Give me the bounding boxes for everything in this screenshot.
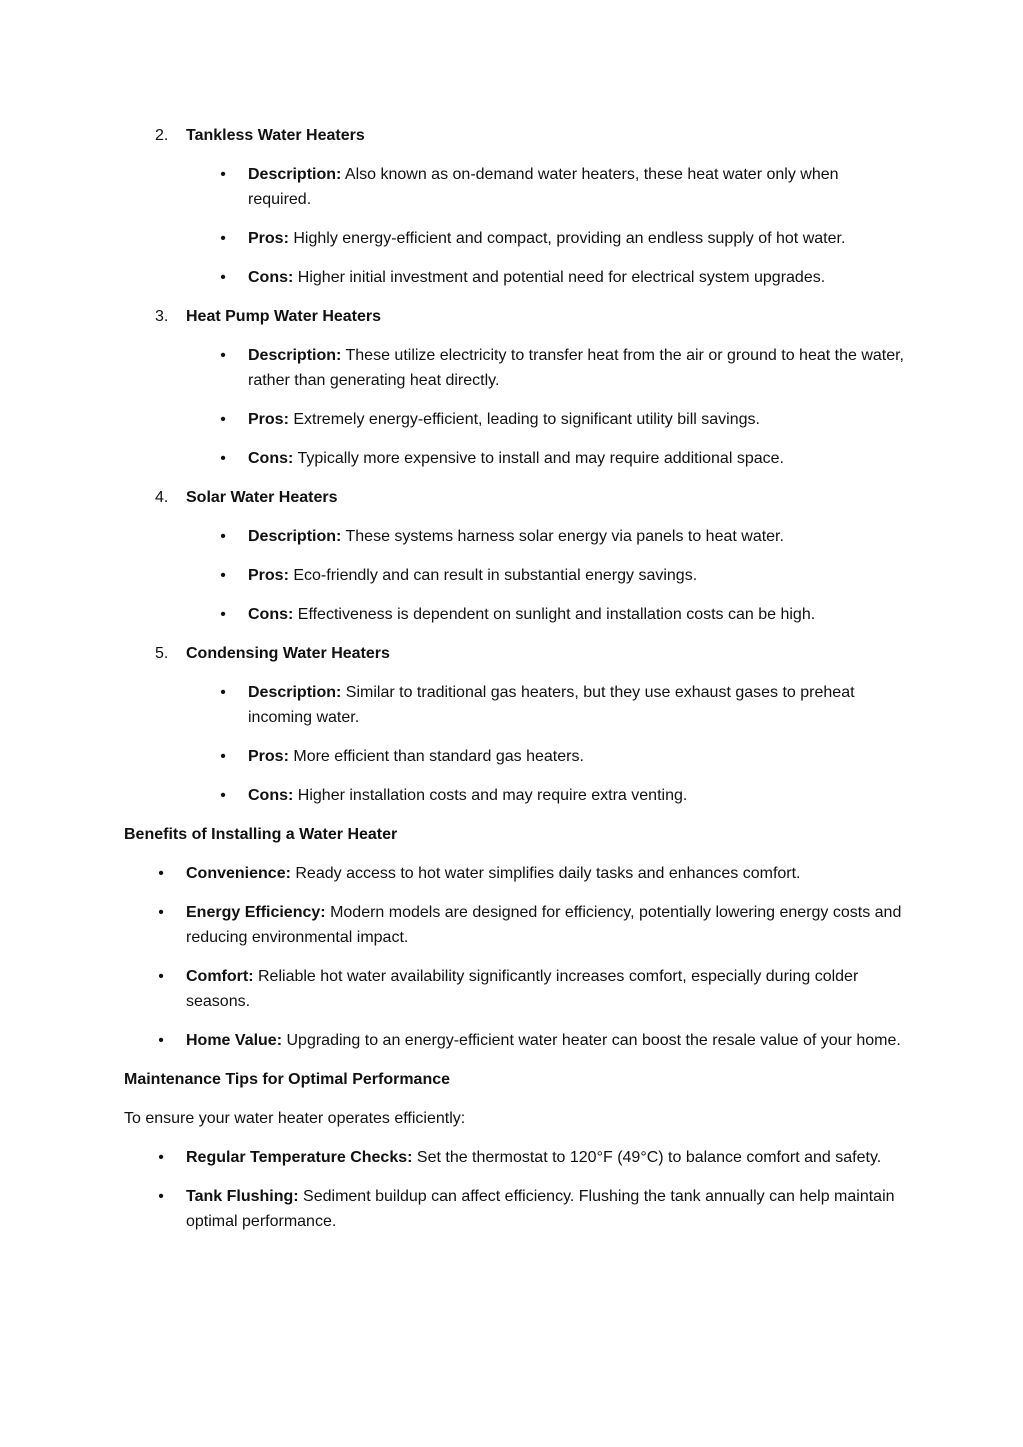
detail-label: Description: — [248, 684, 342, 701]
detail-text: Eco-friendly and can result in substantial energy savings. — [293, 567, 698, 584]
detail-text: Typically more expensive to install and may require additional space. — [297, 450, 784, 467]
bullet-icon: • — [158, 1188, 164, 1205]
heater-type-item — [124, 485, 904, 627]
bullet-icon: • — [158, 904, 164, 921]
heater-type-details — [186, 162, 904, 290]
detail-text: Also known as on-demand water heaters, these heat water only when required. — [248, 166, 839, 208]
bullet-icon: • — [158, 865, 164, 882]
detail-text: Higher installation costs and may require extra venting. — [297, 787, 688, 804]
bullet-icon: • — [220, 684, 226, 701]
detail-item — [186, 563, 904, 588]
heater-type-details — [186, 343, 904, 471]
detail-item — [186, 524, 904, 549]
maintenance-item — [124, 1184, 904, 1234]
detail-text: More efficient than standard gas heaters. — [293, 748, 584, 765]
benefit-text: Upgrading to an energy-efficient water heater can boost the resale value of your home. — [286, 1032, 901, 1049]
heater-type-details — [186, 680, 904, 808]
benefit-label: Convenience: — [186, 865, 291, 882]
heater-type-title: Tankless Water Heaters — [186, 127, 365, 144]
bullet-icon: • — [220, 528, 226, 545]
detail-label: Description: — [248, 166, 342, 183]
bullet-icon: • — [158, 968, 164, 985]
bullet-icon: • — [220, 787, 226, 804]
detail-item — [186, 162, 904, 212]
detail-item — [186, 407, 904, 432]
detail-label: Pros: — [248, 567, 289, 584]
detail-item — [186, 783, 904, 808]
bullet-icon: • — [158, 1032, 164, 1049]
benefit-item — [124, 900, 904, 950]
maintenance-text: Sediment buildup can affect efficiency. Flushing the tank annually can help maintain optimal performance. — [186, 1188, 895, 1230]
detail-text: Effectiveness is dependent on sunlight and installation costs can be high. — [297, 606, 816, 623]
heater-type-title: Condensing Water Heaters — [186, 645, 390, 662]
benefit-item — [124, 861, 904, 886]
detail-item — [186, 265, 904, 290]
heater-type-item — [124, 304, 904, 471]
detail-label: Description: — [248, 528, 342, 545]
detail-item — [186, 602, 904, 627]
bullet-icon: • — [220, 230, 226, 247]
maintenance-label: Tank Flushing: — [186, 1188, 299, 1205]
document-body — [124, 123, 904, 1248]
detail-item — [186, 343, 904, 393]
heater-type-item — [124, 641, 904, 808]
detail-label: Pros: — [248, 748, 289, 765]
benefit-item — [124, 1028, 904, 1053]
detail-label: Cons: — [248, 787, 294, 804]
list-number: 5. — [155, 645, 169, 662]
detail-text: These utilize electricity to transfer heat from the air or ground to heat the water, rather than generating heat directly. — [248, 347, 904, 389]
bullet-icon: • — [220, 567, 226, 584]
maintenance-text: Set the thermostat to 120°F (49°C) to balance comfort and safety. — [416, 1149, 882, 1166]
detail-item — [186, 226, 904, 251]
bullet-icon: • — [158, 1149, 164, 1166]
maintenance-heading: Maintenance Tips for Optimal Performance — [124, 1071, 451, 1088]
bullet-icon: • — [220, 606, 226, 623]
benefit-text: Modern models are designed for efficiency, potentially lowering energy costs and reducing environmental impact. — [186, 904, 902, 946]
detail-label: Cons: — [248, 450, 294, 467]
benefit-label: Energy Efficiency: — [186, 904, 326, 921]
bullet-icon: • — [220, 166, 226, 183]
bullet-icon: • — [220, 748, 226, 765]
detail-text: These systems harness solar energy via panels to heat water. — [345, 528, 784, 545]
detail-item — [186, 680, 904, 730]
detail-label: Pros: — [248, 230, 289, 247]
bullet-icon: • — [220, 450, 226, 467]
benefit-text: Reliable hot water availability significantly increases comfort, especially during colder seasons. — [186, 968, 859, 1010]
list-number: 3. — [155, 308, 169, 325]
detail-text: Similar to traditional gas heaters, but they use exhaust gases to preheat incoming water. — [248, 684, 855, 726]
maintenance-item — [124, 1145, 904, 1170]
benefits-heading: Benefits of Installing a Water Heater — [124, 826, 398, 843]
detail-text: Highly energy-efficient and compact, providing an endless supply of hot water. — [293, 230, 846, 247]
detail-label: Pros: — [248, 411, 289, 428]
detail-label: Cons: — [248, 269, 294, 286]
detail-label: Cons: — [248, 606, 294, 623]
bullet-icon: • — [220, 411, 226, 428]
maintenance-label: Regular Temperature Checks: — [186, 1149, 413, 1166]
detail-text: Extremely energy-efficient, leading to significant utility bill savings. — [293, 411, 760, 428]
heater-type-details — [186, 524, 904, 627]
maintenance-list — [124, 1145, 904, 1234]
detail-label: Description: — [248, 347, 342, 364]
heater-type-title: Solar Water Heaters — [186, 489, 338, 506]
benefit-item — [124, 964, 904, 1014]
heater-type-item — [124, 123, 904, 290]
detail-item — [186, 446, 904, 471]
detail-item — [186, 744, 904, 769]
bullet-icon: • — [220, 269, 226, 286]
bullet-icon: • — [220, 347, 226, 364]
benefit-label: Home Value: — [186, 1032, 283, 1049]
list-number: 2. — [155, 127, 169, 144]
maintenance-intro: To ensure your water heater operates efficiently: — [124, 1110, 466, 1127]
heater-type-title: Heat Pump Water Heaters — [186, 308, 382, 325]
benefit-label: Comfort: — [186, 968, 254, 985]
list-number: 4. — [155, 489, 169, 506]
benefit-text: Ready access to hot water simplifies daily tasks and enhances comfort. — [295, 865, 801, 882]
benefits-list — [124, 861, 904, 1053]
detail-text: Higher initial investment and potential need for electrical system upgrades. — [297, 269, 826, 286]
